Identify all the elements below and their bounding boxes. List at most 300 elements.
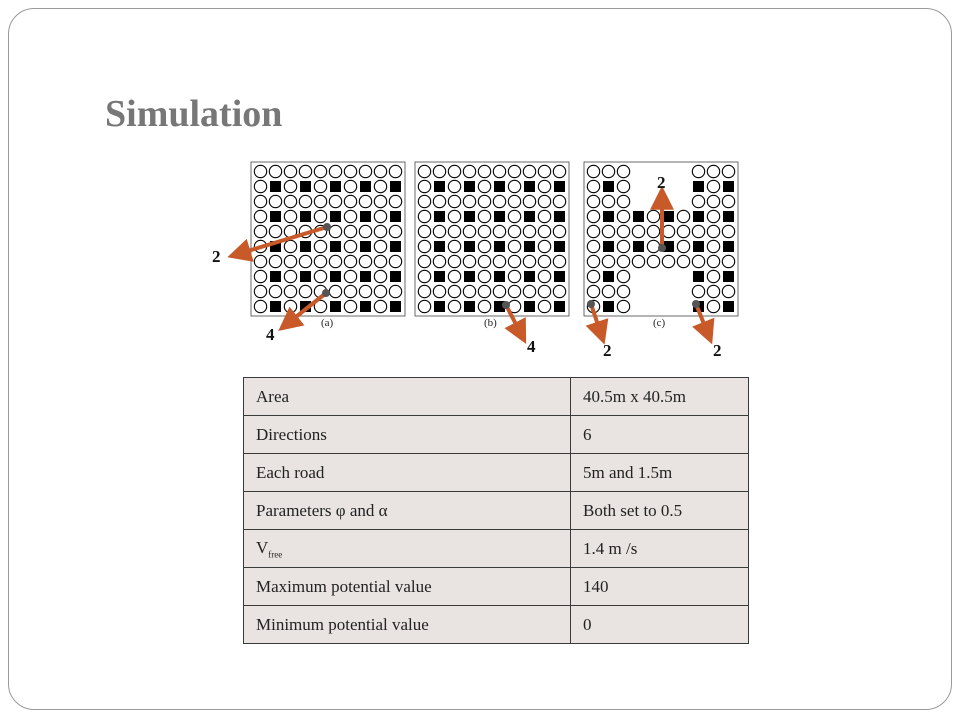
arrow-number: 4 <box>266 325 275 344</box>
grid-block <box>494 271 505 282</box>
grid-block <box>524 241 535 252</box>
grid-cell <box>478 300 490 312</box>
grid-cell <box>284 240 296 252</box>
grid-cell <box>602 165 614 177</box>
grid-block <box>693 271 704 282</box>
grid-block <box>524 181 535 192</box>
grid-cell <box>508 240 520 252</box>
exit-dot <box>692 300 700 308</box>
grid-block <box>693 211 704 222</box>
param-value: 40.5m x 40.5m <box>571 378 749 416</box>
grid-cell <box>553 255 565 267</box>
exit-dot <box>322 289 330 297</box>
grid-cell <box>374 285 386 297</box>
grid-cell <box>299 195 311 207</box>
grid-cell <box>493 195 505 207</box>
table-row <box>244 378 749 416</box>
grid-block <box>554 271 565 282</box>
grid-cell <box>448 225 460 237</box>
grid-cell <box>493 255 505 267</box>
grid-cell <box>707 300 719 312</box>
grid-block <box>554 301 565 312</box>
grid-cell <box>722 255 734 267</box>
grid-cell <box>677 255 689 267</box>
grid-cell <box>374 165 386 177</box>
panel-label-c: (c) <box>653 317 666 329</box>
grid-cell <box>344 180 356 192</box>
grid-block <box>464 181 475 192</box>
param-value: 5m and 1.5m <box>571 454 749 492</box>
grid-cell <box>617 240 629 252</box>
grid-block <box>723 211 734 222</box>
param-name: Directions <box>244 416 571 454</box>
grid-cell <box>617 210 629 222</box>
grid-cell <box>617 255 629 267</box>
grid-cell <box>344 300 356 312</box>
grid-cell <box>314 210 326 222</box>
grid-cell <box>677 210 689 222</box>
grid-cell <box>478 180 490 192</box>
grid-cell <box>493 165 505 177</box>
grid-cell <box>314 240 326 252</box>
grid-cell <box>493 225 505 237</box>
grid-cell <box>254 300 266 312</box>
grid-block <box>434 211 445 222</box>
grid-cell <box>538 180 550 192</box>
grid-cell <box>587 255 599 267</box>
grid-cell <box>707 270 719 282</box>
grid-block <box>633 241 644 252</box>
grid-cell <box>722 195 734 207</box>
grid-cell <box>433 195 445 207</box>
grid-cell <box>478 210 490 222</box>
grid-cell <box>359 195 371 207</box>
grid-cell <box>314 255 326 267</box>
grid-cell <box>254 210 266 222</box>
grid-cell <box>677 225 689 237</box>
grid-cell <box>284 210 296 222</box>
grid-cell <box>269 165 281 177</box>
grid-cell <box>299 255 311 267</box>
grid-block <box>723 271 734 282</box>
grid-cell <box>707 255 719 267</box>
grid-block <box>603 211 614 222</box>
grid-cell <box>692 195 704 207</box>
grid-cell <box>329 285 341 297</box>
grid-cell <box>344 225 356 237</box>
grid-block <box>300 241 311 252</box>
grid-cell <box>344 255 356 267</box>
grid-cell <box>632 225 644 237</box>
grid-cell <box>538 300 550 312</box>
grid-cell <box>553 195 565 207</box>
grid-cell <box>707 285 719 297</box>
grid-cell <box>692 165 704 177</box>
grid-cell <box>254 255 266 267</box>
grid-cell <box>617 285 629 297</box>
arrow-number: 2 <box>657 173 666 192</box>
grid-cell <box>692 255 704 267</box>
parameters-table <box>243 377 749 644</box>
param-name: Parameters φ and α <box>244 492 571 530</box>
grid-cell <box>314 270 326 282</box>
grid-cell <box>478 270 490 282</box>
grid-cell <box>602 255 614 267</box>
grid-cell <box>418 225 430 237</box>
grid-block <box>360 271 371 282</box>
grid-block <box>693 241 704 252</box>
grid-cell <box>463 165 475 177</box>
grid-cell <box>254 225 266 237</box>
grid-cell <box>269 255 281 267</box>
grid-cell <box>374 255 386 267</box>
grid-block <box>330 301 341 312</box>
param-value: 140 <box>571 568 749 606</box>
param-name: Area <box>244 378 571 416</box>
grid-block <box>270 271 281 282</box>
grid-cell <box>433 225 445 237</box>
exit-dot <box>587 300 595 308</box>
grid-cell <box>632 255 644 267</box>
param-name: Maximum potential value <box>244 568 571 606</box>
exit-dot <box>658 244 666 252</box>
grid-cell <box>707 195 719 207</box>
grid-cell <box>523 225 535 237</box>
grid-cell <box>508 255 520 267</box>
grid-cell <box>553 165 565 177</box>
param-value: 0 <box>571 606 749 644</box>
grid-cell <box>508 225 520 237</box>
grid-block <box>330 211 341 222</box>
grid-block <box>723 181 734 192</box>
grid-cell <box>662 225 674 237</box>
grid-cell <box>254 285 266 297</box>
grid-block <box>554 241 565 252</box>
grid-cell <box>418 270 430 282</box>
grid-cell <box>284 270 296 282</box>
grid-cell <box>448 270 460 282</box>
grid-block <box>693 181 704 192</box>
panel-label-b: (b) <box>484 317 497 329</box>
grid-cell <box>463 225 475 237</box>
grid-block <box>360 211 371 222</box>
grid-cell <box>374 300 386 312</box>
grid-block <box>360 181 371 192</box>
grid-cell <box>647 225 659 237</box>
grid-cell <box>284 165 296 177</box>
grid-cell <box>418 240 430 252</box>
grid-cell <box>359 285 371 297</box>
grid-cell <box>538 240 550 252</box>
grid-block <box>390 301 401 312</box>
param-value: Both set to 0.5 <box>571 492 749 530</box>
arrow-number: 4 <box>527 337 536 356</box>
grid-cell <box>374 225 386 237</box>
grid-cell <box>314 195 326 207</box>
grid-cell <box>254 270 266 282</box>
grid-cell <box>587 225 599 237</box>
grid-cell <box>374 180 386 192</box>
grid-block <box>434 181 445 192</box>
grid-cell <box>418 180 430 192</box>
grid-cell <box>647 255 659 267</box>
grid-block <box>633 211 644 222</box>
grid-cell <box>508 180 520 192</box>
grid-block <box>554 211 565 222</box>
grid-cell <box>463 195 475 207</box>
grid-cell <box>418 255 430 267</box>
grid-cell <box>299 285 311 297</box>
arrow-number: 2 <box>713 341 722 360</box>
grid-block <box>603 181 614 192</box>
param-main: V <box>256 537 269 557</box>
grid-cell <box>707 180 719 192</box>
grid-cell <box>538 225 550 237</box>
grid-cell <box>538 270 550 282</box>
table-row <box>244 416 749 454</box>
grid-cell <box>722 165 734 177</box>
grid-cell <box>692 285 704 297</box>
param-value: 6 <box>571 416 749 454</box>
grid-cell <box>478 285 490 297</box>
slide-title: Simulation <box>105 93 283 135</box>
exit-dot <box>323 223 331 231</box>
grid-cell <box>602 225 614 237</box>
grid-cell <box>374 210 386 222</box>
grid-cell <box>314 165 326 177</box>
grid-cell <box>523 255 535 267</box>
grid-cell <box>374 240 386 252</box>
grid-cell <box>707 165 719 177</box>
grid-cell <box>617 180 629 192</box>
grid-cell <box>314 180 326 192</box>
grid-cell <box>722 285 734 297</box>
grid-cell <box>329 165 341 177</box>
table-row <box>244 568 749 606</box>
grid-block <box>524 211 535 222</box>
grid-cell <box>617 225 629 237</box>
grid-cell <box>587 180 599 192</box>
grid-cell <box>508 165 520 177</box>
grid-block <box>360 301 371 312</box>
param-name: Minimum potential value <box>244 606 571 644</box>
grid-block <box>390 241 401 252</box>
grid-block <box>390 211 401 222</box>
grid-cell <box>389 165 401 177</box>
grid-cell <box>677 240 689 252</box>
grid-cell <box>359 255 371 267</box>
grid-cell <box>463 255 475 267</box>
grid-block <box>300 271 311 282</box>
grid-cell <box>617 270 629 282</box>
arrow-number: 2 <box>212 247 221 266</box>
grid-cell <box>478 165 490 177</box>
grid-cell <box>299 165 311 177</box>
grid-cell <box>329 255 341 267</box>
grid-cell <box>448 255 460 267</box>
grid-cell <box>254 180 266 192</box>
table-row <box>244 454 749 492</box>
grid-cell <box>269 225 281 237</box>
grid-cell <box>359 165 371 177</box>
grid-block <box>434 301 445 312</box>
grid-block <box>390 271 401 282</box>
grid-cell <box>538 210 550 222</box>
grid-block <box>494 211 505 222</box>
grid-block <box>723 241 734 252</box>
grid-cell <box>508 210 520 222</box>
grid-block <box>390 181 401 192</box>
grid-cell <box>647 240 659 252</box>
grid-block <box>300 211 311 222</box>
grid-cell <box>418 195 430 207</box>
grid-block <box>270 181 281 192</box>
grid-cell <box>344 270 356 282</box>
grid-cell <box>508 285 520 297</box>
grid-cell <box>284 300 296 312</box>
grid-block <box>464 271 475 282</box>
param-value: 1.4 m /s <box>571 530 749 568</box>
grid-cell <box>553 285 565 297</box>
grid-cell <box>389 285 401 297</box>
grid-cell <box>587 165 599 177</box>
grid-cell <box>254 195 266 207</box>
grid-block <box>270 211 281 222</box>
grid-block <box>603 301 614 312</box>
panel-label-a: (a) <box>321 317 334 329</box>
grid-cell <box>478 240 490 252</box>
grid-block <box>464 301 475 312</box>
grid-cell <box>389 225 401 237</box>
grid-cell <box>418 285 430 297</box>
grid-cell <box>359 225 371 237</box>
grid-cell <box>587 285 599 297</box>
grid-cell <box>587 240 599 252</box>
grid-cell <box>523 165 535 177</box>
grid-cell <box>344 240 356 252</box>
grid-block <box>524 271 535 282</box>
grid-cell <box>269 195 281 207</box>
grid-cell <box>602 195 614 207</box>
grid-cell <box>523 285 535 297</box>
grid-cell <box>433 285 445 297</box>
grid-block <box>330 271 341 282</box>
grid-cell <box>707 240 719 252</box>
grid-cell <box>329 195 341 207</box>
grid-cell <box>523 195 535 207</box>
table-row <box>244 606 749 644</box>
grid-cell <box>662 255 674 267</box>
grid-cell <box>433 255 445 267</box>
grid-cell <box>448 165 460 177</box>
grid-block <box>464 211 475 222</box>
grid-block <box>494 241 505 252</box>
grid-cell <box>463 285 475 297</box>
grid-cell <box>284 255 296 267</box>
table-row <box>244 530 749 568</box>
arrow-number: 2 <box>603 341 612 360</box>
grid-cell <box>493 285 505 297</box>
grid-block <box>464 241 475 252</box>
grid-block <box>300 181 311 192</box>
grid-block <box>603 271 614 282</box>
grid-cell <box>389 195 401 207</box>
grid-block <box>524 301 535 312</box>
param-subscript: free <box>268 549 283 560</box>
grid-cell <box>587 195 599 207</box>
grid-cell <box>344 210 356 222</box>
grid-cell <box>329 225 341 237</box>
grid-cell <box>587 210 599 222</box>
grid-cell <box>508 195 520 207</box>
grid-block <box>330 181 341 192</box>
grid-cell <box>389 255 401 267</box>
grid-block <box>434 241 445 252</box>
grid-cell <box>478 225 490 237</box>
grid-cell <box>374 270 386 282</box>
table-row <box>244 492 749 530</box>
grid-cell <box>617 300 629 312</box>
grid-cell <box>448 300 460 312</box>
grid-block <box>330 241 341 252</box>
grid-cell <box>478 195 490 207</box>
grid-cell <box>254 165 266 177</box>
grid-cell <box>538 165 550 177</box>
grid-cell <box>284 285 296 297</box>
grid-block <box>434 271 445 282</box>
grid-cell <box>707 225 719 237</box>
grid-cell <box>478 255 490 267</box>
grid-cell <box>418 300 430 312</box>
grid-cell <box>617 165 629 177</box>
grid-block <box>360 241 371 252</box>
grid-block <box>723 301 734 312</box>
grid-cell <box>538 285 550 297</box>
grid-block <box>554 181 565 192</box>
exit-dot <box>502 301 510 309</box>
grid-cell <box>707 210 719 222</box>
grid-cell <box>553 225 565 237</box>
grid-cell <box>587 270 599 282</box>
grid-cell <box>692 225 704 237</box>
grid-cell <box>538 195 550 207</box>
grid-cell <box>602 285 614 297</box>
param-name: Each road <box>244 454 571 492</box>
grid-cell <box>722 225 734 237</box>
grid-cell <box>617 195 629 207</box>
grid-cell <box>448 195 460 207</box>
grid-block <box>603 241 614 252</box>
grid-cell <box>284 195 296 207</box>
grid-cell <box>448 180 460 192</box>
grid-cell <box>448 210 460 222</box>
grid-cell <box>284 180 296 192</box>
grid-cell <box>344 165 356 177</box>
grid-block <box>494 181 505 192</box>
grid-cell <box>418 210 430 222</box>
grid-cell <box>418 165 430 177</box>
grid-cell <box>448 240 460 252</box>
grid-block <box>270 301 281 312</box>
grid-cell <box>269 285 281 297</box>
grid-cell <box>433 165 445 177</box>
grid-block <box>663 211 674 222</box>
grid-cell <box>647 210 659 222</box>
grid-cell <box>448 285 460 297</box>
param-name-vfree <box>244 530 571 568</box>
grid-cell <box>374 195 386 207</box>
grid-cell <box>538 255 550 267</box>
